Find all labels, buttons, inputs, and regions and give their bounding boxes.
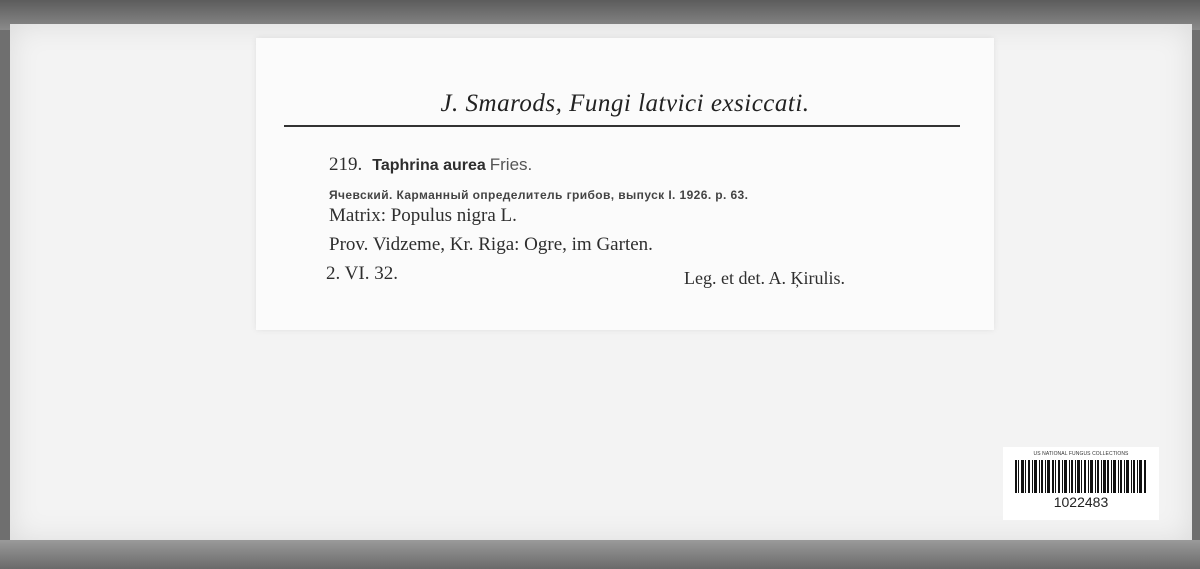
barcode-institution: US NATIONAL FUNGUS COLLECTIONS	[1033, 451, 1129, 457]
taxon-name: Taphrina aurea	[372, 157, 486, 174]
barcode-bars	[1015, 460, 1147, 493]
header-rule	[284, 125, 960, 127]
label-header: J. Smarods, Fungi latvici exsiccati.	[440, 90, 810, 117]
exsiccata-number: 219.	[329, 154, 363, 175]
taxon-author: Fries.	[489, 155, 533, 174]
barcode-number: 1022483	[1053, 494, 1109, 510]
locality-line: Prov. Vidzeme, Kr. Riga: Ogre, im Garten.	[329, 234, 653, 255]
collection-date: 2. VI. 32.	[326, 263, 398, 284]
collector-line: Leg. et det. A. Ķirulis.	[684, 268, 845, 288]
specimen-label	[256, 38, 994, 330]
matrix-line: Matrix: Populus nigra L.	[329, 205, 517, 226]
reference-line: Ячевский. Карманный определитель грибов, выпуск I. 1926. p. 63.	[329, 188, 749, 202]
taxon-line	[329, 154, 532, 176]
barcode-label	[1003, 447, 1159, 520]
photo-backdrop-bottom	[0, 540, 1200, 569]
